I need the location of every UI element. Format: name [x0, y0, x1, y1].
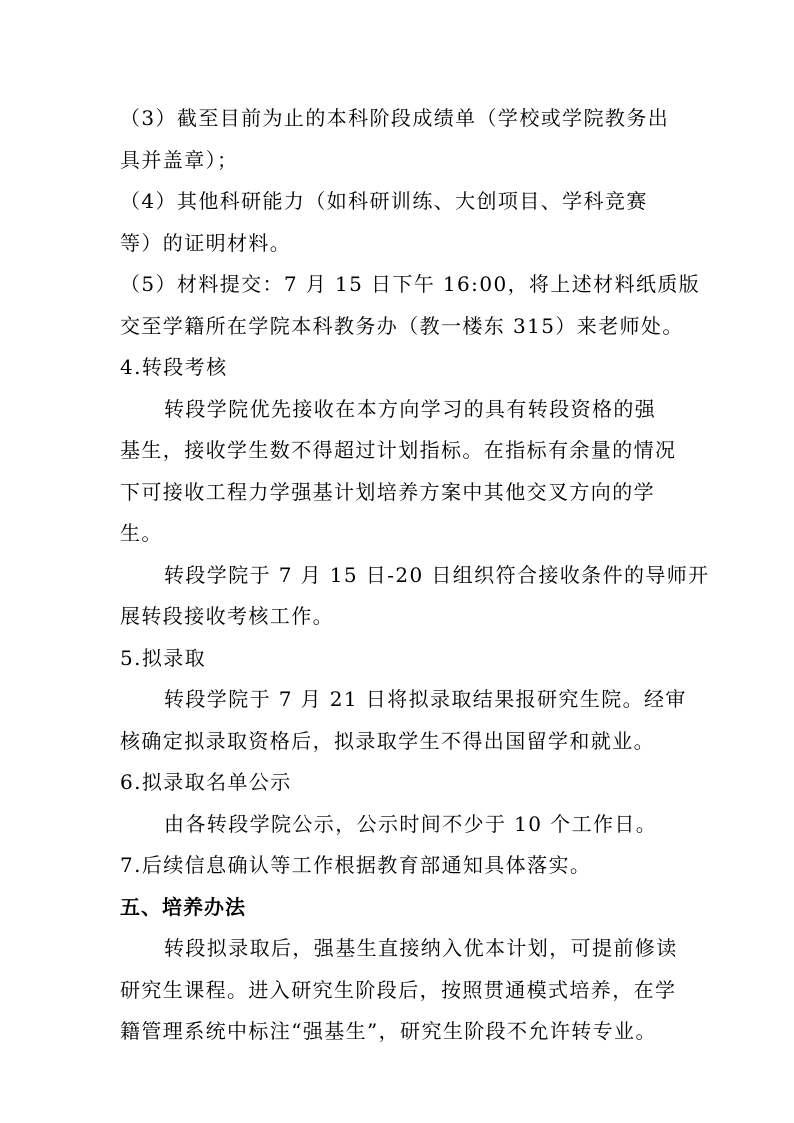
section-4-heading: 4.转段考核 [120, 355, 228, 379]
item-3-line-1: （3）截至目前为止的本科阶段成绩单（学校或学院教务出 [120, 106, 670, 130]
item-4-line-2: 等）的证明材料。 [120, 231, 292, 255]
section-7-text: 7.后续信息确认等工作根据教育部通知具体落实。 [120, 853, 592, 877]
paragraph-text: 研究生课程。进入研究生阶段后，按照贯通模式培养，在学 [120, 978, 677, 1002]
paragraph-text: 转段拟录取后，强基生直接纳入优本计划，可提前修读 [164, 936, 678, 960]
paragraph-text: 基生，接收学生数不得超过计划指标。在指标有余量的情况 [120, 438, 677, 462]
item-5-line-2: 交至学籍所在学院本科教务办（教一楼东 315）来老师处。 [120, 314, 684, 338]
paragraph-text: 展转段接收考核工作。 [120, 604, 334, 628]
section-6-heading: 6.拟录取名单公示 [120, 770, 292, 794]
paragraph-text: 核确定拟录取资格后，拟录取学生不得出国留学和就业。 [120, 729, 655, 753]
item-5-line-1: （5）材料提交：7 月 15 日下午 16:00，将上述材料纸质版 [120, 272, 701, 296]
item-3-line-2: 具并盖章）； [120, 148, 239, 172]
paragraph-text: 转段学院于 7 月 21 日将拟录取结果报研究生院。经审 [164, 687, 687, 711]
paragraph-text: 下可接收工程力学强基计划培养方案中其他交叉方向的学 [120, 480, 655, 504]
paragraph-text: 转段学院优先接收在本方向学习的具有转段资格的强 [164, 397, 657, 421]
item-4-line-1: （4）其他科研能力（如科研训练、大创项目、学科竞赛 [120, 189, 648, 213]
section-five-heading: 五、培养办法 [120, 895, 246, 919]
paragraph-text: 由各转段学院公示，公示时间不少于 10 个工作日。 [164, 812, 658, 836]
paragraph-text: 生。 [120, 521, 163, 545]
section-5-heading: 5.拟录取 [120, 646, 207, 670]
paragraph-text: 籍管理系统中标注“强基生”，研究生阶段不允许转专业。 [120, 1019, 657, 1043]
paragraph-text: 转段学院于 7 月 15 日-20 日组织符合接收条件的导师开 [164, 563, 710, 587]
